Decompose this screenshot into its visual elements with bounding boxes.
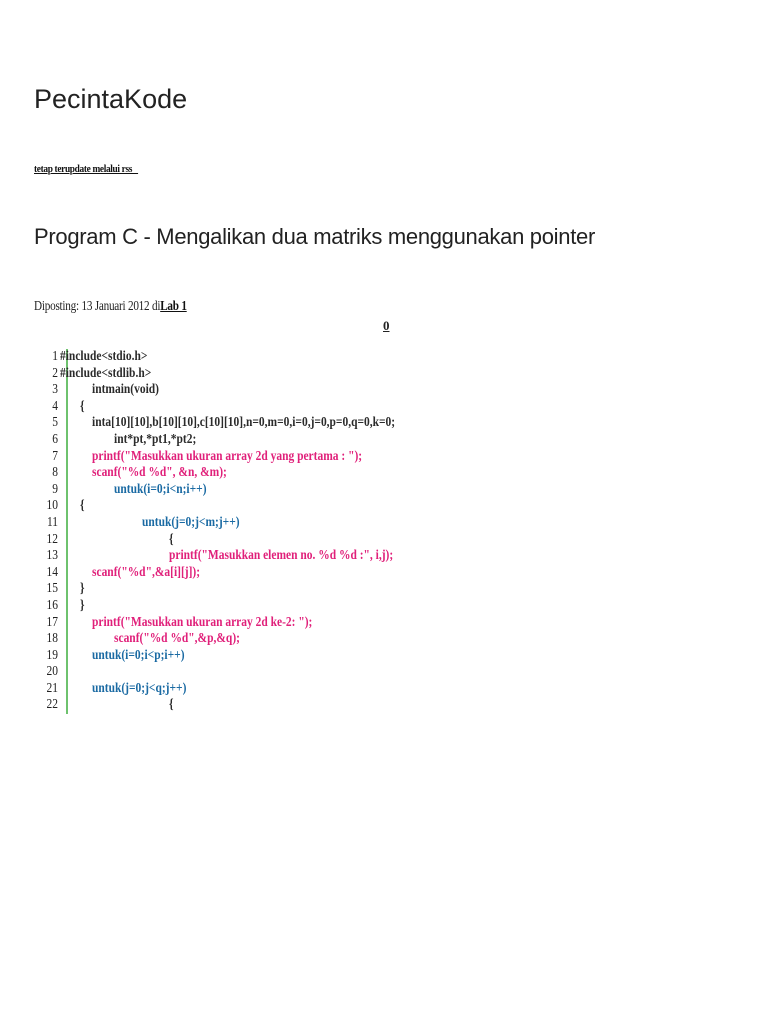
code-line: [40, 631, 460, 648]
post-meta: [34, 299, 187, 315]
code-text: {: [80, 398, 85, 414]
line-number: 5: [52, 415, 58, 431]
code-gutter: [66, 515, 68, 532]
code-gutter: [66, 449, 68, 466]
line-number: 19: [46, 647, 58, 663]
code-line: [40, 382, 460, 399]
line-number: 6: [52, 431, 58, 447]
code-line: [40, 349, 460, 366]
code-text: scanf("%d %d", &n, &m);: [92, 465, 227, 481]
rss-subscribe-link[interactable]: tetap terupdate melalui rss: [34, 163, 139, 175]
line-number: 21: [46, 680, 58, 696]
line-number: 11: [46, 514, 58, 530]
code-line: [40, 515, 460, 532]
line-number: 3: [52, 382, 58, 398]
code-text: int*pt,*pt1,*pt2;: [114, 431, 197, 447]
code-gutter: [66, 581, 68, 598]
code-text: printf("Masukkan elemen no. %d %d :", i,j);: [169, 548, 394, 564]
code-line: [40, 648, 460, 665]
code-gutter: [66, 482, 68, 499]
code-line: [40, 565, 460, 582]
code-line: [40, 532, 460, 549]
line-number: 1: [52, 349, 58, 364]
code-gutter: [66, 598, 68, 615]
code-text: {: [80, 498, 85, 514]
line-number: 22: [46, 697, 58, 713]
code-text: untuk(j=0;j<q;j++): [92, 680, 187, 696]
post-date: Diposting: 13 Januari 2012 di: [34, 299, 161, 314]
code-gutter: [66, 681, 68, 698]
code-gutter: [66, 548, 68, 565]
code-line: [40, 548, 460, 565]
code-line: [40, 598, 460, 615]
code-line: [40, 366, 460, 383]
code-gutter: [66, 465, 68, 482]
line-number: 16: [46, 597, 58, 613]
line-number: 12: [46, 531, 58, 547]
line-number: 20: [46, 664, 58, 680]
line-number: 15: [46, 581, 58, 597]
line-number: 14: [46, 564, 58, 580]
code-gutter: [66, 498, 68, 515]
code-text: {: [169, 531, 174, 547]
code-gutter: [66, 415, 68, 432]
code-text: #include<stdio.h>: [60, 349, 148, 364]
code-text: #include<stdlib.h>: [60, 365, 152, 381]
code-text: scanf("%d",&a[i][j]);: [92, 564, 201, 580]
code-gutter: [66, 432, 68, 449]
code-gutter: [66, 664, 68, 681]
code-line: [40, 697, 460, 714]
code-text: }: [80, 581, 85, 597]
code-gutter: [66, 532, 68, 549]
code-text: untuk(i=0;i<p;i++): [92, 647, 185, 663]
code-gutter: [66, 697, 68, 714]
code-line: [40, 581, 460, 598]
post-title: Program C - Mengalikan dua matriks menggunakan pointer: [34, 224, 595, 249]
code-text: scanf("%d %d",&p,&q);: [114, 631, 240, 647]
line-number: 8: [52, 465, 58, 481]
line-number: 7: [52, 448, 58, 464]
code-gutter: [66, 565, 68, 582]
line-number: 18: [46, 631, 58, 647]
line-number: 9: [52, 481, 58, 497]
code-text: untuk(i=0;i<n;i++): [114, 481, 207, 497]
code-line: [40, 415, 460, 432]
code-line: [40, 498, 460, 515]
code-text: inta[10][10],b[10][10],c[10][10],n=0,m=0,i=0,j=0,p=0,q=0,k=0;: [92, 415, 396, 431]
code-line: [40, 681, 460, 698]
line-number: 2: [52, 365, 58, 381]
category-link[interactable]: Lab 1: [160, 299, 187, 314]
code-line: [40, 465, 460, 482]
site-title[interactable]: PecintaKode: [34, 84, 188, 114]
code-text: intmain(void): [92, 382, 159, 398]
code-gutter: [66, 399, 68, 416]
code-text: untuk(j=0;j<m;j++): [142, 514, 240, 530]
code-text: printf("Masukkan ukuran array 2d yang pertama : ");: [92, 448, 363, 464]
code-block: [40, 349, 460, 714]
code-gutter: [66, 631, 68, 648]
line-number: 10: [46, 498, 58, 514]
line-number: 13: [46, 548, 58, 564]
code-line: [40, 664, 460, 681]
comment-count-link[interactable]: 0: [383, 318, 390, 333]
code-text: printf("Masukkan ukuran array 2d ke-2: ");: [92, 614, 313, 630]
code-text: }: [80, 597, 85, 613]
code-line: [40, 449, 460, 466]
line-number: 4: [52, 398, 58, 414]
code-gutter: [66, 648, 68, 665]
code-gutter: [66, 382, 68, 399]
code-line: [40, 615, 460, 632]
code-line: [40, 482, 460, 499]
code-gutter: [66, 615, 68, 632]
code-line: [40, 432, 460, 449]
code-line: [40, 399, 460, 416]
code-text: {: [169, 697, 174, 713]
line-number: 17: [46, 614, 58, 630]
